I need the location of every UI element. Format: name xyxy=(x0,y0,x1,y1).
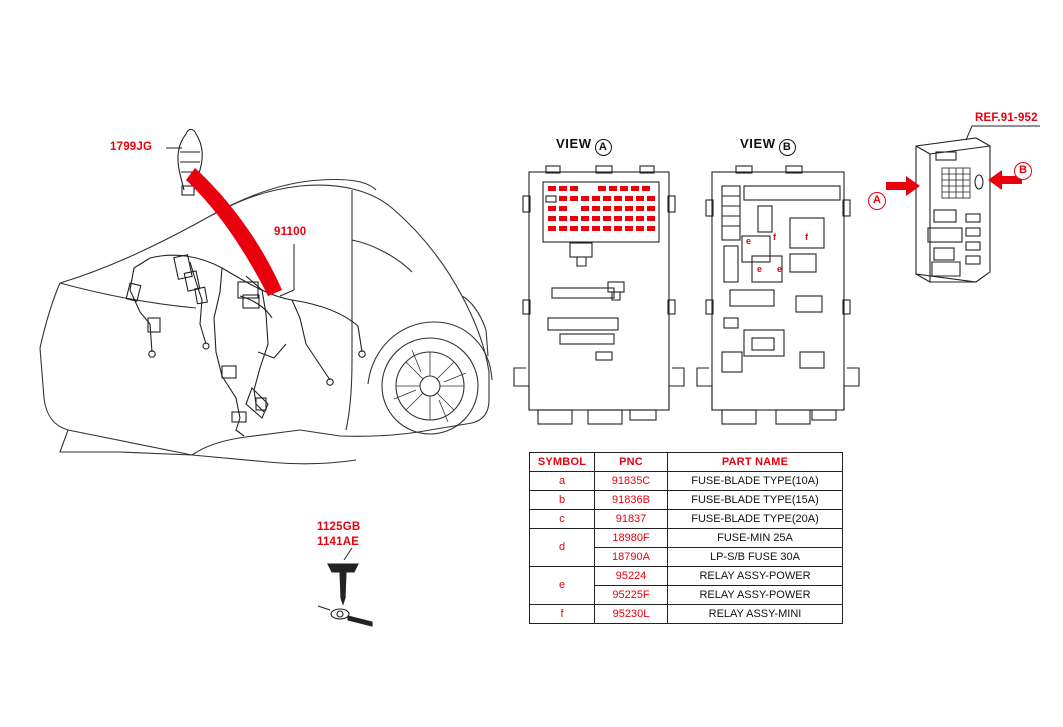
callout-1125gb: 1125GB xyxy=(317,521,361,533)
cell-part-name: FUSE-BLADE TYPE(20A) xyxy=(668,510,843,529)
cell-part-name: FUSE-MIN 25A xyxy=(668,529,843,548)
cell-part-name: RELAY ASSY-POWER xyxy=(668,586,843,605)
instrument-panel-harness xyxy=(126,255,365,436)
cell-part-name: FUSE-BLADE TYPE(10A) xyxy=(668,472,843,491)
arrow-a-marker xyxy=(886,176,920,196)
callout-ref-91-952: REF.91-952 xyxy=(975,112,1038,124)
view-b-text: VIEW xyxy=(740,136,776,151)
cell-part-name: RELAY ASSY-POWER xyxy=(668,567,843,586)
callout-1141ae: 1141AE xyxy=(317,536,360,548)
cell-part-name: RELAY ASSY-MINI xyxy=(668,605,843,624)
tag-f-2: f xyxy=(805,232,808,242)
leader-91100 xyxy=(280,244,294,296)
table-row xyxy=(530,605,843,624)
marker-a-circle: A xyxy=(868,192,886,210)
cell-pnc: 91837 xyxy=(595,510,668,529)
tag-e-2: e xyxy=(757,264,763,274)
tag-e-1: e xyxy=(746,236,752,246)
header-pnc: PNC xyxy=(595,453,668,472)
cell-part-name: LP-S/B FUSE 30A xyxy=(668,548,843,567)
junction-box-3d xyxy=(916,126,1040,282)
cell-pnc: 95230L xyxy=(595,605,668,624)
cell-pnc: 91836B xyxy=(595,491,668,510)
leader-screw xyxy=(344,548,352,560)
table-row xyxy=(530,472,843,491)
view-a-title xyxy=(556,136,612,156)
callout-91100: 91100 xyxy=(274,226,307,238)
view-b-letter: B xyxy=(779,139,796,156)
cell-symbol: b xyxy=(530,491,595,510)
tag-f-1: f xyxy=(773,232,776,242)
callout-1799jg: 1799JG xyxy=(110,141,153,153)
cell-pnc: 95225F xyxy=(595,586,668,605)
red-pointer-arrow xyxy=(186,168,282,296)
cell-symbol: c xyxy=(530,510,595,529)
table-row xyxy=(530,510,843,529)
cell-pnc: 18790A xyxy=(595,548,668,567)
parts-table xyxy=(529,452,843,624)
cell-pnc: 95224 xyxy=(595,567,668,586)
cell-symbol: f xyxy=(530,605,595,624)
view-a-junction-box xyxy=(514,166,684,424)
table-row xyxy=(530,491,843,510)
cell-symbol: d xyxy=(530,529,595,567)
view-a-text: VIEW xyxy=(556,136,592,151)
table-header-row xyxy=(530,453,843,472)
cell-pnc: 91835C xyxy=(595,472,668,491)
screw-assembly xyxy=(318,564,372,626)
cell-part-name: FUSE-BLADE TYPE(15A) xyxy=(668,491,843,510)
tag-e-3: e xyxy=(777,264,783,274)
marker-b-circle: B xyxy=(1014,162,1032,180)
view-a-letter: A xyxy=(595,139,612,156)
cell-symbol: a xyxy=(530,472,595,491)
table-row xyxy=(530,567,843,586)
header-part-name: PART NAME xyxy=(668,453,843,472)
header-symbol: SYMBOL xyxy=(530,453,595,472)
cell-pnc: 18980F xyxy=(595,529,668,548)
view-b-junction-box xyxy=(697,166,859,424)
view-b-title xyxy=(740,136,796,156)
cell-symbol: e xyxy=(530,567,595,605)
table-row xyxy=(530,529,843,548)
